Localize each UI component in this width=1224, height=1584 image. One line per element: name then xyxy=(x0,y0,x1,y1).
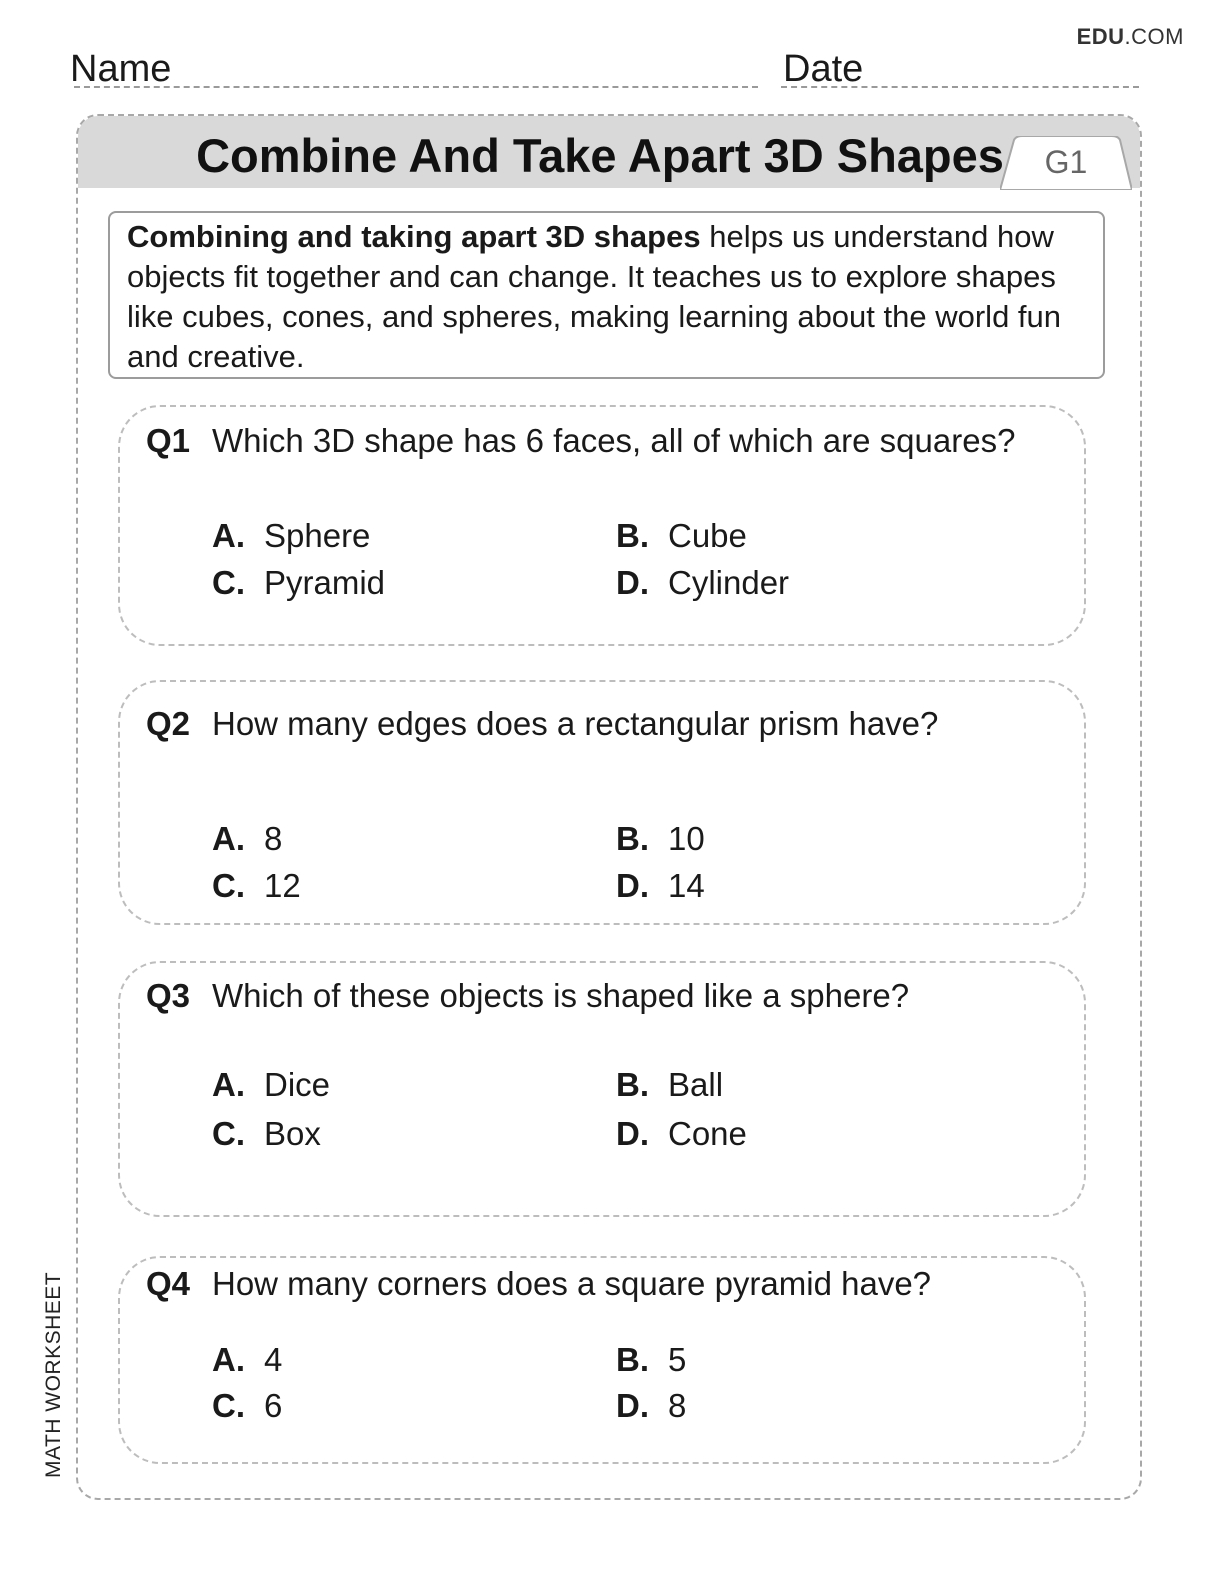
option-letter: B. xyxy=(616,1341,649,1378)
option-letter: A. xyxy=(212,820,245,857)
option-text: Ball xyxy=(668,1066,724,1103)
option-letter: D. xyxy=(616,1387,649,1424)
date-line[interactable] xyxy=(781,86,1139,88)
option-text: Cone xyxy=(668,1115,747,1152)
option-text: Box xyxy=(264,1115,321,1152)
option-letter: C. xyxy=(212,1115,245,1152)
option-text: Cube xyxy=(668,517,747,554)
option-b[interactable] xyxy=(616,820,705,858)
option-c[interactable] xyxy=(212,1387,282,1425)
option-a[interactable] xyxy=(212,1341,282,1379)
question-number: Q4 xyxy=(146,1265,191,1302)
question-text: How many edges does a rectangular prism have? xyxy=(212,705,939,742)
intro-box xyxy=(108,211,1105,379)
question-4 xyxy=(146,1265,931,1303)
question-3 xyxy=(146,977,909,1015)
option-text: 8 xyxy=(668,1387,687,1424)
grade-tab xyxy=(1000,136,1132,190)
option-b[interactable] xyxy=(616,1341,686,1379)
question-text: How many corners does a square pyramid have? xyxy=(212,1265,932,1302)
brand-strong: EDU xyxy=(1076,24,1125,49)
option-a[interactable] xyxy=(212,517,370,555)
option-letter: A. xyxy=(212,1066,245,1103)
question-2 xyxy=(146,705,938,743)
option-text: 12 xyxy=(264,867,301,904)
option-letter: C. xyxy=(212,564,245,601)
option-c[interactable] xyxy=(212,1115,321,1153)
option-letter: B. xyxy=(616,1066,649,1103)
side-label: MATH WORKSHEET xyxy=(42,1271,65,1478)
option-text: Pyramid xyxy=(264,564,386,601)
date-label: Date xyxy=(783,48,864,90)
brand-light: .COM xyxy=(1124,24,1184,49)
question-number: Q1 xyxy=(146,422,191,459)
option-b[interactable] xyxy=(616,1066,723,1104)
question-text: Which of these objects is shaped like a sphere? xyxy=(212,977,910,1014)
option-b[interactable] xyxy=(616,517,747,555)
option-text: 8 xyxy=(264,820,283,857)
option-text: 4 xyxy=(264,1341,283,1378)
option-letter: D. xyxy=(616,564,649,601)
option-d[interactable] xyxy=(616,867,705,905)
option-d[interactable] xyxy=(616,1115,747,1153)
option-text: 6 xyxy=(264,1387,283,1424)
option-c[interactable] xyxy=(212,564,385,602)
option-text: 10 xyxy=(668,820,705,857)
worksheet-title: Combine And Take Apart 3D Shapes xyxy=(196,129,1004,182)
option-letter: C. xyxy=(212,867,245,904)
option-letter: C. xyxy=(212,1387,245,1424)
grade-label: G1 xyxy=(1044,144,1088,180)
question-number: Q3 xyxy=(146,977,191,1014)
option-d[interactable] xyxy=(616,1387,686,1425)
option-letter: D. xyxy=(616,867,649,904)
option-text: 14 xyxy=(668,867,705,904)
option-letter: B. xyxy=(616,820,649,857)
name-line[interactable] xyxy=(74,86,758,88)
option-c[interactable] xyxy=(212,867,301,905)
name-label: Name xyxy=(70,48,172,90)
option-a[interactable] xyxy=(212,1066,330,1104)
option-text: Sphere xyxy=(264,517,371,554)
option-letter: B. xyxy=(616,517,649,554)
option-letter: A. xyxy=(212,1341,245,1378)
option-letter: A. xyxy=(212,517,245,554)
option-a[interactable] xyxy=(212,820,282,858)
option-letter: D. xyxy=(616,1115,649,1152)
question-text: Which 3D shape has 6 faces, all of which are squares? xyxy=(212,422,1016,459)
option-text: Cylinder xyxy=(668,564,790,601)
question-1 xyxy=(146,422,1015,460)
intro-text: helps us understand how objects fit together and can change. It teaches us to explore shapes like cubes, cones, and spheres, making learning about the world fun and creative. xyxy=(127,219,1062,374)
brand-logo xyxy=(1077,24,1184,50)
option-d[interactable] xyxy=(616,564,789,602)
option-text: 5 xyxy=(668,1341,687,1378)
intro-bold: Combining and taking apart 3D shapes xyxy=(127,219,701,254)
option-text: Dice xyxy=(264,1066,331,1103)
question-number: Q2 xyxy=(146,705,191,742)
